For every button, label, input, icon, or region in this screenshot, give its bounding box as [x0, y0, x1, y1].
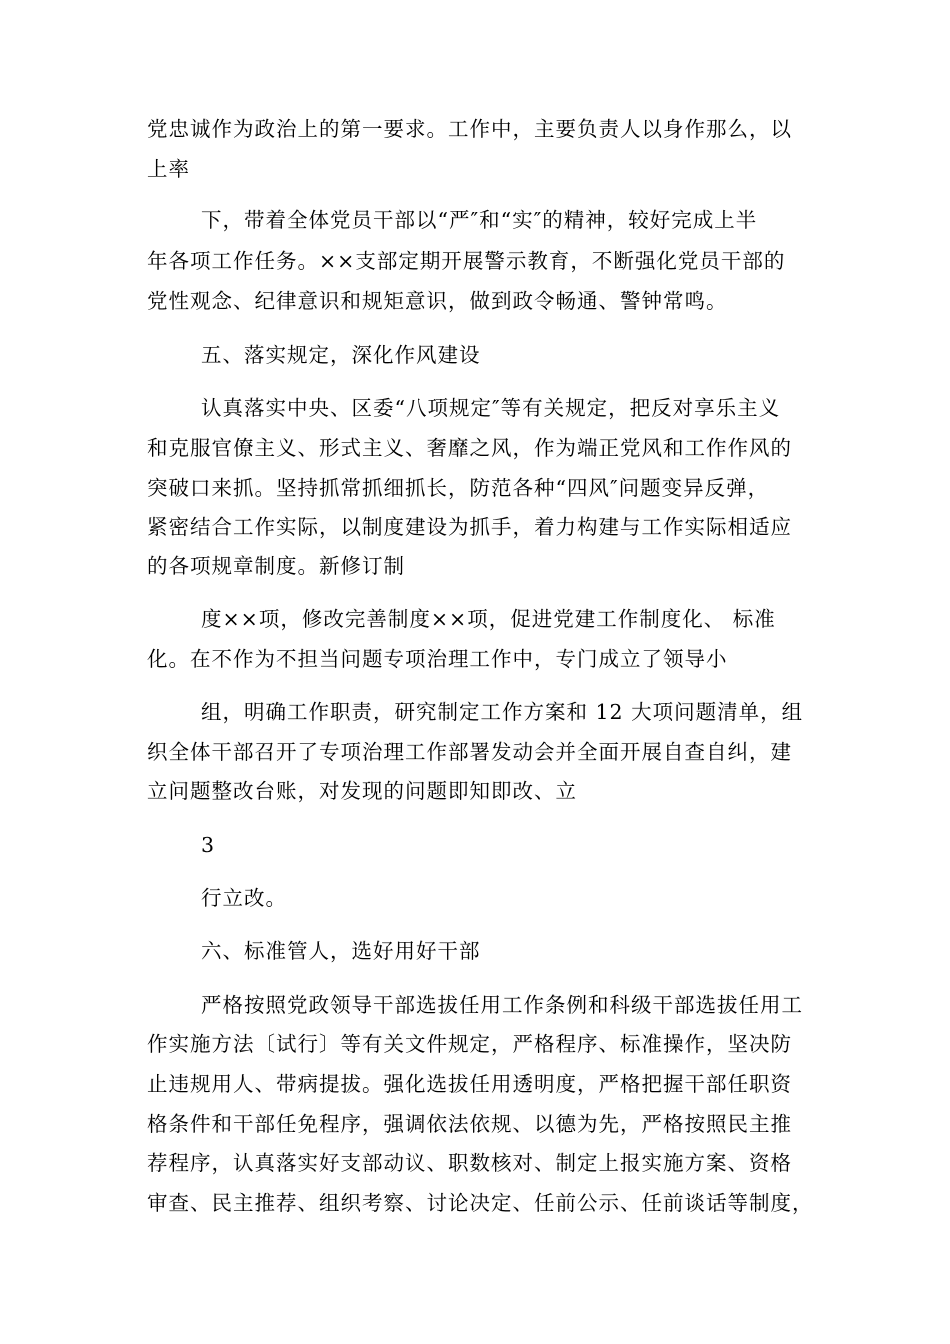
section-heading: 五、落实规定，深化作风建设: [201, 343, 481, 367]
body-line: 党忠诚作为政治上的第一要求。工作中，主要负责人以身作那么，以: [147, 117, 792, 141]
section-heading: 六、标准管人，选好用好干部: [201, 939, 481, 963]
body-line: 年各项工作任务。××支部定期开展警示教育，不断强化党员干部的: [147, 249, 786, 273]
body-line: 格条件和干部任免程序，强调依法依规、以德为先，严格按照民主推: [147, 1112, 792, 1136]
body-line: 下，带着全体党员干部以“严″和“实″的精神，较好完成上半: [201, 208, 758, 232]
page-number: 3: [201, 833, 216, 857]
body-line: 行立改。: [201, 886, 287, 910]
body-line: 和克服官僚主义、形式主义、奢靡之风，作为端正党风和工作作风的: [147, 436, 792, 460]
body-line: 严格按照党政领导干部选拔任用工作条例和科级干部选拔任用工: [201, 993, 803, 1017]
body-line: 突破口来抓。坚持抓常抓细抓长，防范各种“四风″问题变异反弹，: [147, 476, 770, 500]
body-line: 紧密结合工作实际，以制度建设为抓手，着力构建与工作实际相适应: [147, 515, 792, 539]
body-line: 上率: [147, 157, 190, 181]
body-line: 党性观念、纪律意识和规矩意识，做到政令畅通、警钟常鸣。: [147, 289, 728, 313]
body-line: 荐程序，认真落实好支部动议、职数核对、制定上报实施方案、资格: [147, 1151, 792, 1175]
body-line: 化。在不作为不担当问题专项治理工作中，专门成立了领导小: [147, 647, 728, 671]
body-line: 立问题整改台账，对发现的问题即知即改、立: [147, 779, 577, 803]
body-line: 作实施方法〔试行〕等有关文件规定，严格程序、标准操作，坚决防: [147, 1032, 792, 1056]
body-line: 织全体干部召开了专项治理工作部署发动会并全面开展自查自纠，建: [147, 740, 792, 764]
body-line: 组，明确工作职责，研究制定工作方案和 12 大项问题清单，组: [201, 700, 804, 724]
body-line: 的各项规章制度。新修订制: [147, 554, 405, 578]
body-line: 止违规用人、带病提拔。强化选拔任用透明度，严格把握干部任职资: [147, 1072, 792, 1096]
body-line: 度××项，修改完善制度××项，促进党建工作制度化、 标准: [201, 607, 776, 631]
body-line: 审查、民主推荐、组织考察、讨论决定、任前公示、任前谈话等制度，: [147, 1191, 814, 1215]
body-line: 认真落实中央、区委“八项规定″等有关规定，把反对享乐主义: [201, 396, 781, 420]
